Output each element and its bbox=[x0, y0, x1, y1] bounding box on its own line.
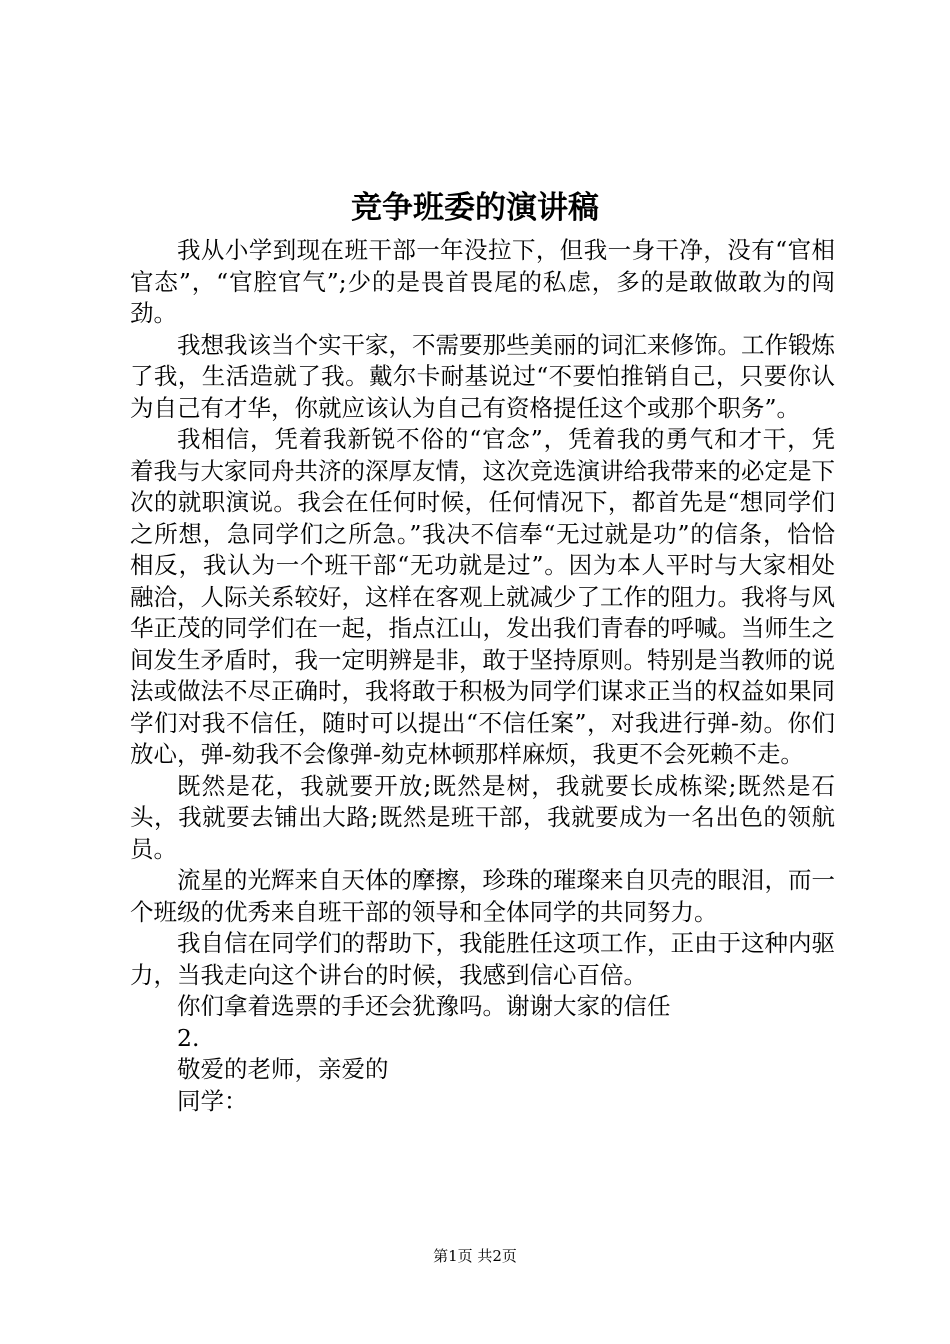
section-number: 2. bbox=[177, 1023, 200, 1052]
paragraph: 我想我该当个实干家，不需要那些美丽的词汇来修饰。工作锻炼了我，生活造就了我。戴尔卡耐基说过“不要怕推销自己，只要你认为自己有才华，你就应该认为自己有资格提任这个或那个职务”。 bbox=[130, 330, 835, 422]
salutation-line: 同学： bbox=[177, 1086, 248, 1115]
paragraph: 我相信，凭着我新锐不俗的“官念”，凭着我的勇气和才干，凭着我与大家同舟共济的深厚友情，这次竞选演讲给我带来的必定是下次的就职演说。我会在任何时候，任何情况下，都首先是“想同学们之所想，急同学们之所急。”我决不信奉“无过就是功”的信条，恰恰相反，我认为一个班干部“无功就是过”。因为本人平时与大家相处融洽，人际关系较好，这样在客观上就减少了工作的阻力。我将与风华正茂的同学们在一起，指点江山，发出我们青春的呼喊。当师生之间发生矛盾时，我一定明辨是非，敢于坚持原则。特别是当教师的说法或做法不尽正确时，我将敢于积极为同学们谋求正当的权益如果同学们对我不信任，随时可以提出“不信任案”，对我进行弹-劾。你们放心，弹-劾我不会像弹-劾克林顿那样麻烦，我更不会死赖不走。 bbox=[130, 425, 835, 768]
text-line: 你们拿着选票的手还会犹豫吗。谢谢大家的信任 bbox=[177, 992, 671, 1020]
page-footer: 第1页 共2页 bbox=[433, 1247, 517, 1265]
paragraph: 流星的光辉来自天体的摩擦，珍珠的璀璨来自贝壳的眼泪，而一个班级的优秀来自班干部的领导和全体同学的共同努力。 bbox=[130, 866, 835, 926]
paragraph: 我从小学到现在班干部一年没拉下，但我一身干净，没有“官相官态”，“官腔官气”;少的是畏首畏尾的私虑，多的是敢做敢为的闯劲。 bbox=[130, 236, 835, 327]
document-body bbox=[130, 235, 835, 1117]
document-title: 竞争班委的演讲稿 bbox=[351, 190, 599, 226]
salutation-line: 敬爱的老师，亲爱的 bbox=[177, 1055, 389, 1083]
paragraph: 既然是花，我就要开放;既然是树，我就要长成栋梁;既然是石头，我就要去铺出大路;既然是班干部，我就要成为一名出色的领航员。 bbox=[130, 771, 835, 863]
paragraph: 我自信在同学们的帮助下，我能胜任这项工作，正由于这种内驱力，当我走向这个讲台的时候，我感到信心百倍。 bbox=[130, 929, 835, 989]
